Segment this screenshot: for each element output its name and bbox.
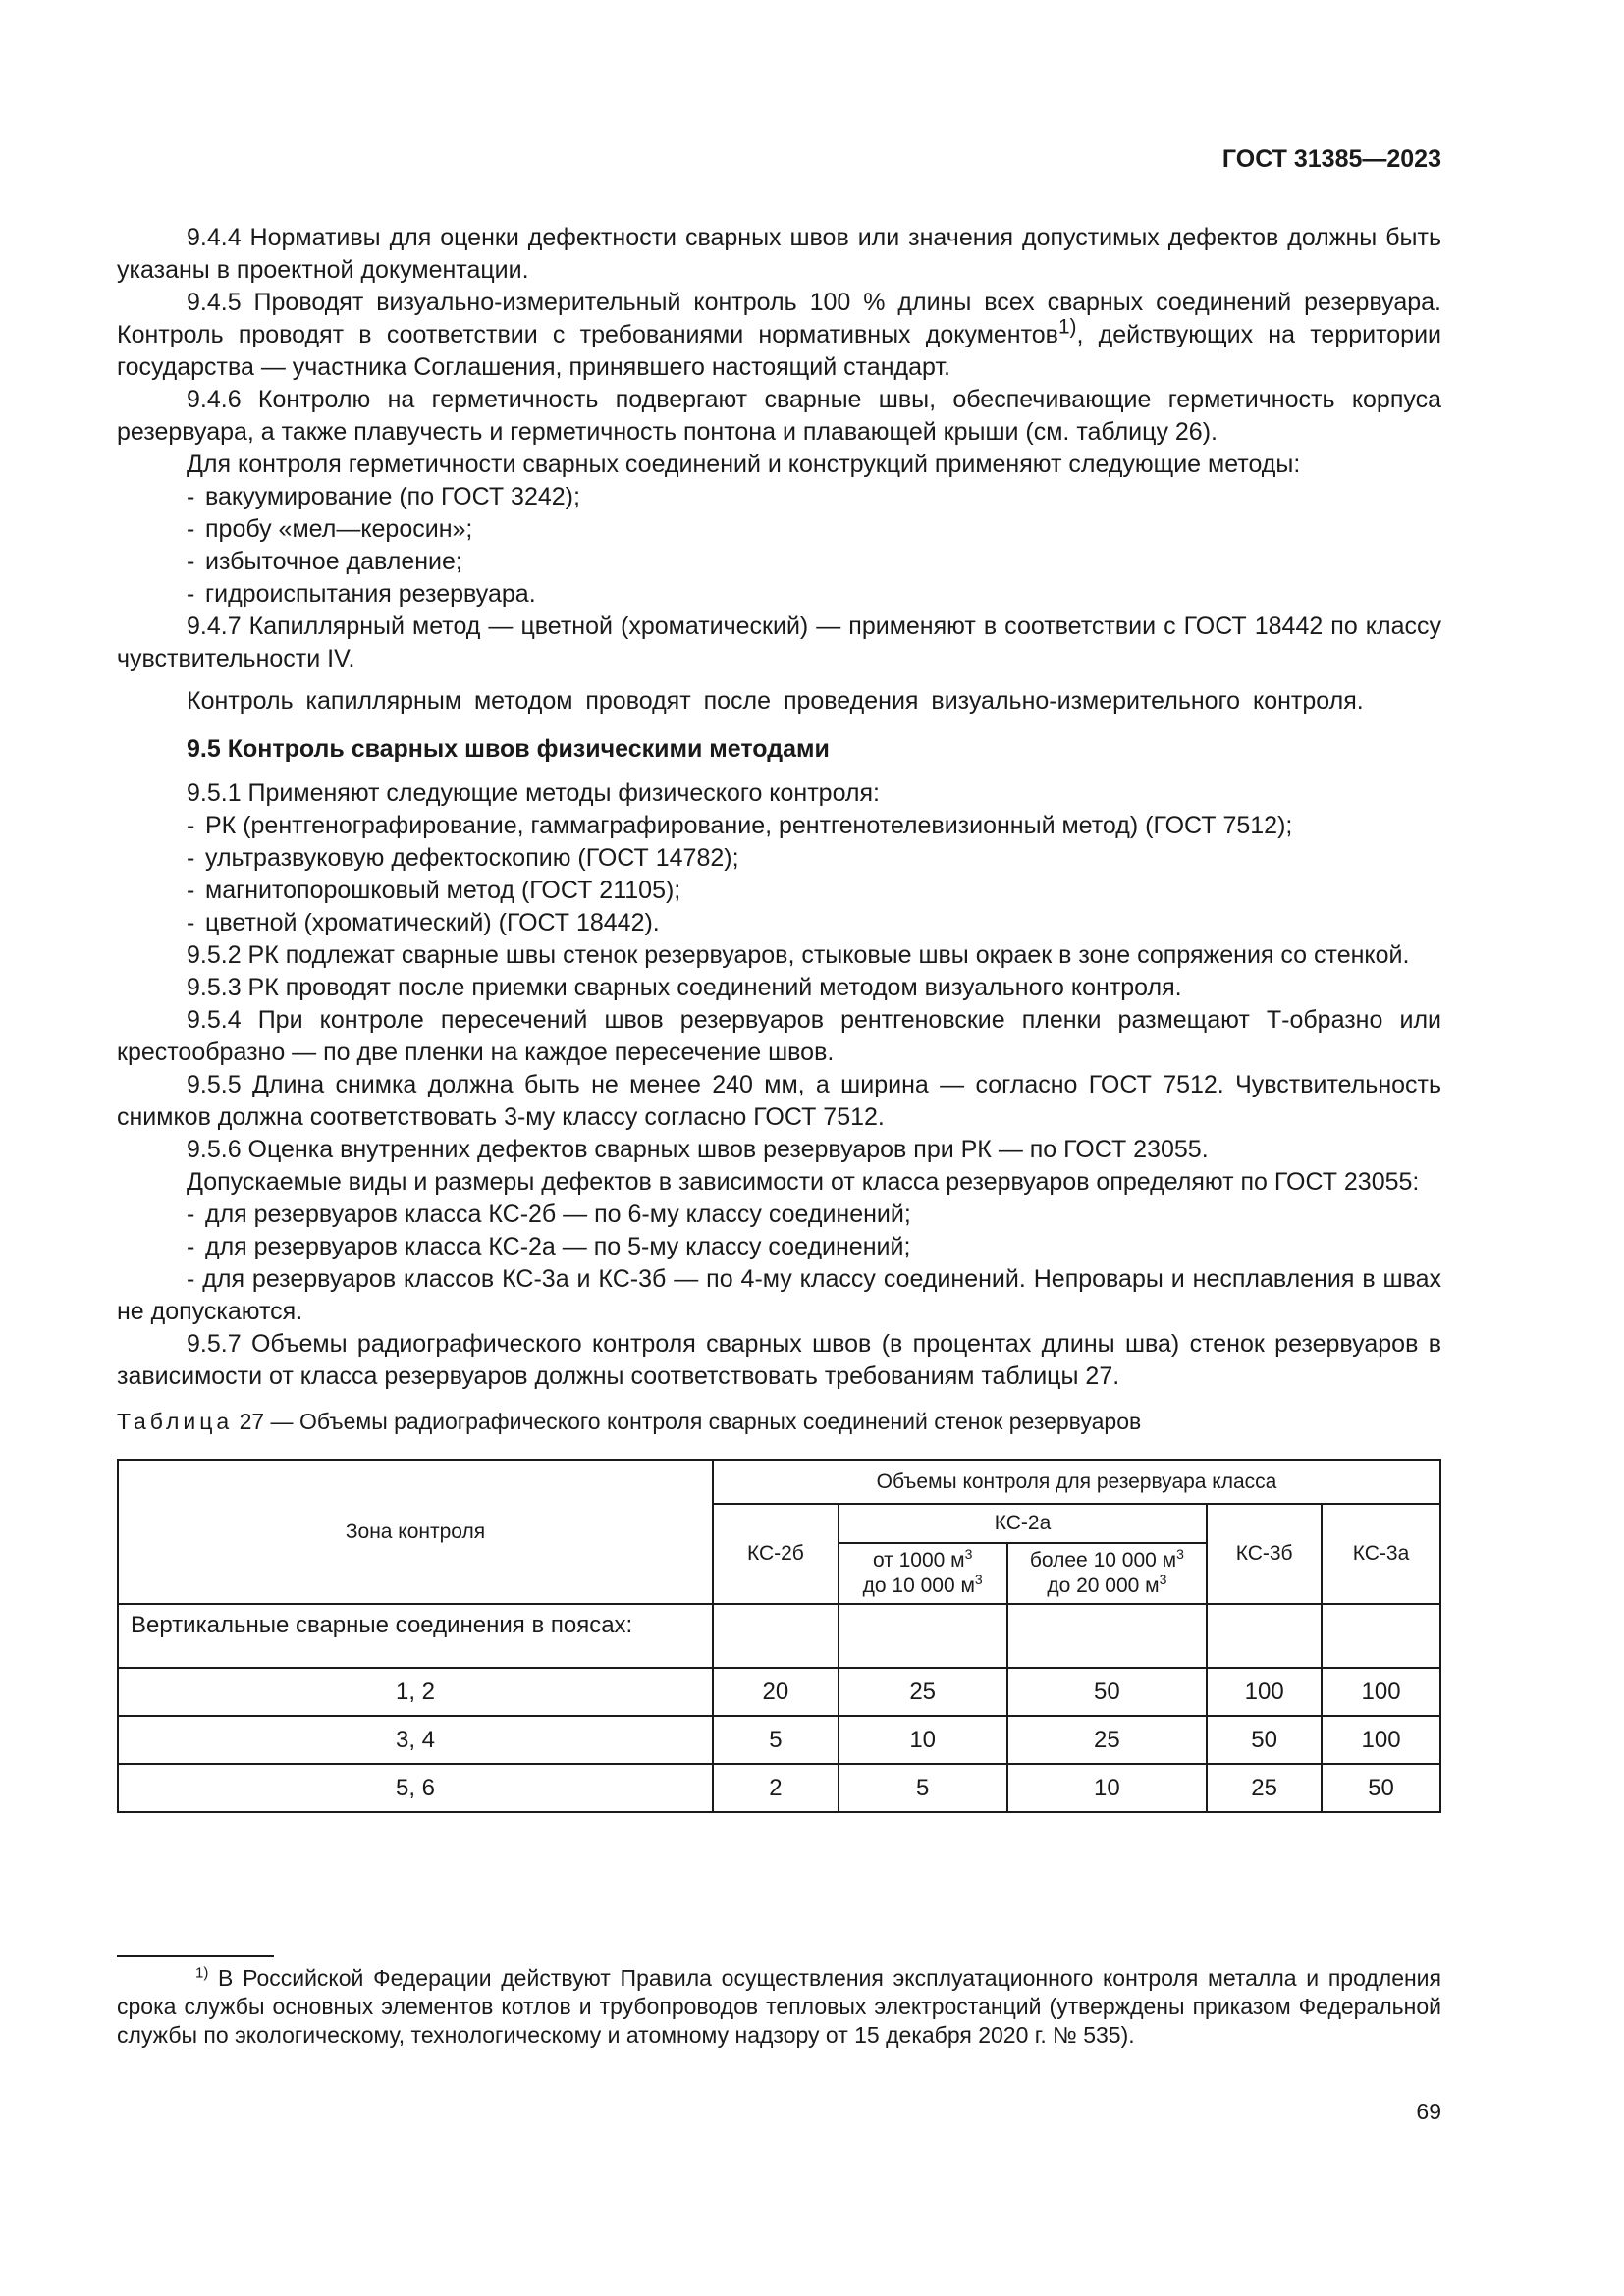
paragraph-9-4-6: 9.4.6 Контролю на герметичность подвергают сварные швы, обеспечивающие герметичность корпуса резервуара, а также плавучесть и герметичность понтона и плавающей крыши (см. таблицу 26).	[117, 386, 1441, 446]
paragraph-9-4-6-methods-intro: Для контроля герметичности сварных соединений и конструкций применяют следующие методы:	[187, 451, 1301, 478]
section-heading-9-5: 9.5 Контроль сварных швов физическими методами	[187, 735, 830, 763]
list-item: - ультразвуковую дефектоскопию (ГОСТ 14782);	[187, 844, 739, 872]
list-item: - для резервуаров класса КС-2а — по 5-му классу соединений;	[187, 1233, 911, 1260]
list-item: - избыточное давление;	[187, 548, 462, 575]
list-item-wrapped: - для резервуаров классов КС-3а и КС-3б — по 4-му классу соединений. Непровары и несплавления в швах не допускаются.	[117, 1265, 1441, 1325]
document-id-header: ГОСТ 31385—2023	[1221, 145, 1441, 173]
footnote-mark: 1)	[195, 1964, 209, 1982]
footnote-reference[interactable]: 1)	[1057, 315, 1077, 339]
paragraph-9-5-7: 9.5.7 Объемы радиографического контроля сварных швов (в процентах длины шва) стенок резервуаров в зависимости от класса резервуаров должны соответствовать требованиям таблицы 27.	[117, 1330, 1441, 1390]
class-ks2a-header: КС-2а	[839, 1504, 1207, 1543]
document-body	[117, 222, 1441, 1813]
group-label: Вертикальные сварные соединения в поясах:	[118, 1604, 713, 1668]
paragraph-9-5-2: 9.5.2 РК подлежат сварные швы стенок резервуаров, стыковые швы окраек в зоне сопряжения со стенкой.	[187, 941, 1410, 969]
paragraph-9-5-4: 9.5.4 При контроле пересечений швов резервуаров рентгеновские пленки размещают Т-образно или крестообразно — по две пленки на каждое пересечение швов.	[117, 1006, 1441, 1066]
ks2a-small-volume-header: от 1000 $м^3$ до 10 000 $м^3$	[839, 1543, 1007, 1604]
paragraph-9-5-6-defects: Допускаемые виды и размеры дефектов в зависимости от класса резервуаров определяют по ГОСТ 23055:	[187, 1168, 1420, 1196]
class-ks2b-header: КС-2б	[713, 1504, 839, 1604]
paragraph-9-4-7-capillary: Контроль капиллярным методом проводят после проведения визуально-измерительного контроля.	[187, 687, 1364, 715]
paragraph-9-4-7: 9.4.7 Капиллярный метод — цветной (хроматический) — применяют в соответствии с ГОСТ 18442 по классу чувствительности IV.	[117, 613, 1441, 672]
paragraph-9-4-5	[117, 287, 1441, 384]
list-item: - гидроиспытания резервуара.	[187, 580, 536, 608]
list-item: - магнитопорошковый метод (ГОСТ 21105);	[187, 877, 681, 904]
volumes-header: Объемы контроля для резервуара класса	[713, 1460, 1440, 1504]
table-row: 3, 4 5 10 25 50 100	[118, 1716, 1440, 1764]
list-item: - для резервуаров класса КС-2б — по 6-му классу соединений;	[187, 1201, 911, 1228]
ks2a-large-volume-header: более 10 000 $м^3$ до 20 000 $м^3$	[1007, 1543, 1208, 1604]
table-caption-word: Таблица	[117, 1409, 234, 1434]
paragraph-9-5-3: 9.5.3 РК проводят после приемки сварных соединений методом визуального контроля.	[187, 974, 1182, 1001]
page-number: 69	[1416, 2099, 1441, 2124]
list-item: - РК (рентгенографирование, гаммаграфирование, рентгенотелевизионный метод) (ГОСТ 7512);	[187, 812, 1293, 839]
footnote	[117, 1964, 1441, 2050]
table-27	[117, 1459, 1441, 1813]
zone-header: Зона контроля	[118, 1460, 713, 1604]
table-row: 5, 6 2 5 10 25 50	[118, 1764, 1440, 1812]
table-caption-text: 27 — Объемы радиографического контроля сварных соединений стенок резервуаров	[239, 1409, 1142, 1434]
table-row: 1, 2 20 25 50 100 100	[118, 1668, 1440, 1716]
footnote-text: В Российской Федерации действуют Правила осуществления эксплуатационного контроля металла и продления срока службы основных элементов котлов и трубопроводов тепловых электростанций (утверждены приказом Федеральной службы по экологическому, технологическому и атомному надзору от 15 декабря 2020 г. № 535).	[117, 1965, 1441, 2048]
list-item: - пробу «мел—керосин»;	[187, 515, 473, 543]
list-item: - цветной (хроматический) (ГОСТ 18442).	[187, 909, 660, 936]
paragraph-9-4-5-part1: 9.4.5 Проводят визуально-измерительный контроль 100 % длины всех сварных соединений резервуара. Контроль проводят в соответствии с требованиями нормативных документов	[117, 289, 1441, 348]
paragraph-9-5-5: 9.5.5 Длина снимка должна быть не менее 240 мм, а ширина — согласно ГОСТ 7512. Чувствительность снимков должна соответствовать 3-му классу согласно ГОСТ 7512.	[117, 1071, 1441, 1131]
list-item: - вакуумирование (по ГОСТ 3242);	[187, 483, 580, 510]
class-ks3a-header: КС-3а	[1322, 1504, 1440, 1604]
paragraph-9-4-4: 9.4.4 Нормативы для оценки дефектности сварных швов или значения допустимых дефектов должны быть указаны в проектной документации.	[117, 224, 1441, 284]
footnote-separator	[117, 1955, 274, 1957]
paragraph-9-5-1-intro: 9.5.1 Применяют следующие методы физического контроля:	[187, 779, 881, 807]
table-caption	[117, 1407, 1441, 1436]
class-ks3b-header: КС-3б	[1207, 1504, 1322, 1604]
paragraph-9-4-5-part2: , действующих на территории государства — участника Соглашения, принявшего настоящий стандарт.	[117, 321, 1441, 381]
paragraph-9-5-6: 9.5.6 Оценка внутренних дефектов сварных швов резервуаров при РК — по ГОСТ 23055.	[187, 1136, 1209, 1163]
